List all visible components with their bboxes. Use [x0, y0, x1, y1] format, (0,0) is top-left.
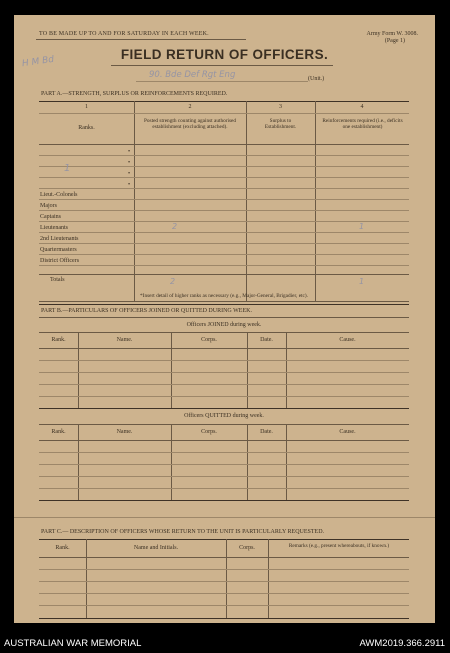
rank-label: Majors [40, 203, 57, 209]
handwritten-mark: 1 [64, 163, 71, 174]
column-header-cause: Cause. [339, 429, 356, 435]
column-header-date: Date. [260, 429, 273, 435]
title-underline [111, 65, 333, 66]
part-b-heading: PART B.—PARTICULARS OF OFFICERS JOINED OR QUITTED DURING WEEK. [41, 308, 252, 314]
bullet-mark: • [128, 182, 131, 188]
joined-title: Officers JOINED during week. [186, 322, 262, 328]
column-header-name: Name. [116, 429, 133, 435]
part-a-top-rule [39, 101, 409, 102]
column-header-date: Date. [260, 337, 273, 343]
column-header-rank: Rank. [51, 337, 66, 343]
totals-label: Totals [50, 277, 65, 283]
column-header-reinforcements: Reinforcements required (i.e., deficits one establishment) [322, 118, 403, 130]
handwritten-mark: 2 [170, 277, 176, 286]
top-note: TO BE MADE UP TO AND FOR SATURDAY IN EACH WEEK. [39, 31, 209, 37]
fold-crease [14, 517, 435, 518]
part-a-footnote: *Insert detail of higher ranks as necessary (e.g., Major-General, Brigadier, etc). [140, 293, 308, 299]
part-c-heading: PART C.— DESCRIPTION OF OFFICERS WHOSE RETURN TO THE UNIT IS PARTICULARLY REQUESTED. [41, 529, 325, 535]
column-header-name: Name. [116, 337, 133, 343]
column-header-remarks: Remarks (e.g., present whereabouts, if known.) [288, 543, 390, 549]
column-number: 2 [188, 104, 192, 110]
column-number: 4 [360, 104, 364, 110]
column-header-ranks: Ranks. [78, 125, 95, 131]
column-header-name-initials: Name and Initials. [133, 545, 179, 551]
rank-label: Quartermasters [40, 247, 77, 253]
handwritten-margin-note: H M Bd [21, 54, 55, 70]
rank-label: Captains [40, 214, 61, 220]
column-header-posted: Posted strength counting against authorised establishment (excluding attached). [143, 118, 237, 130]
column-header-rank: Rank. [51, 429, 66, 435]
handwritten-unit: 90. Bde Def Rgt Eng [149, 70, 236, 80]
form-sheet [14, 15, 435, 623]
form-title: FIELD RETURN OF OFFICERS. [120, 47, 329, 62]
page-label: (Page 1) [384, 38, 405, 44]
rank-label: District Officers [40, 258, 80, 264]
column-header-rank: Rank. [55, 545, 70, 551]
handwritten-mark: 1 [359, 277, 365, 286]
unit-label: (Unit.) [308, 76, 325, 82]
quitted-title: Officers QUITTED during week. [184, 413, 264, 419]
column-number: 3 [279, 104, 282, 110]
column-header-corps: Corps. [201, 337, 217, 343]
accession-number: AWM2019.366.2911 [359, 638, 445, 649]
bullet-mark: • [128, 149, 131, 155]
top-note-rule [36, 39, 246, 40]
column-number: 1 [85, 104, 88, 110]
rank-label: Lieutenants [40, 225, 68, 231]
institution-caption: AUSTRALIAN WAR MEMORIAL [4, 638, 142, 649]
form-number: Army Form W. 3008. [366, 31, 418, 37]
column-header-cause: Cause. [339, 337, 356, 343]
rank-label: Lieut.-Colonels [40, 192, 78, 198]
unit-line [136, 81, 308, 82]
handwritten-mark: 2 [172, 222, 178, 231]
column-header-surplus: Surplus to Establishment. [264, 118, 297, 130]
column-header-corps: Corps. [201, 429, 217, 435]
handwritten-mark: 1 [359, 222, 365, 231]
bullet-mark: • [128, 160, 131, 166]
column-header-corps: Corps. [239, 545, 255, 551]
bullet-mark: • [128, 171, 131, 177]
rank-label: 2nd Lieutenants [40, 236, 79, 242]
part-a-heading: PART A.—STRENGTH, SURPLUS OR REINFORCEMENTS REQUIRED. [41, 91, 228, 97]
